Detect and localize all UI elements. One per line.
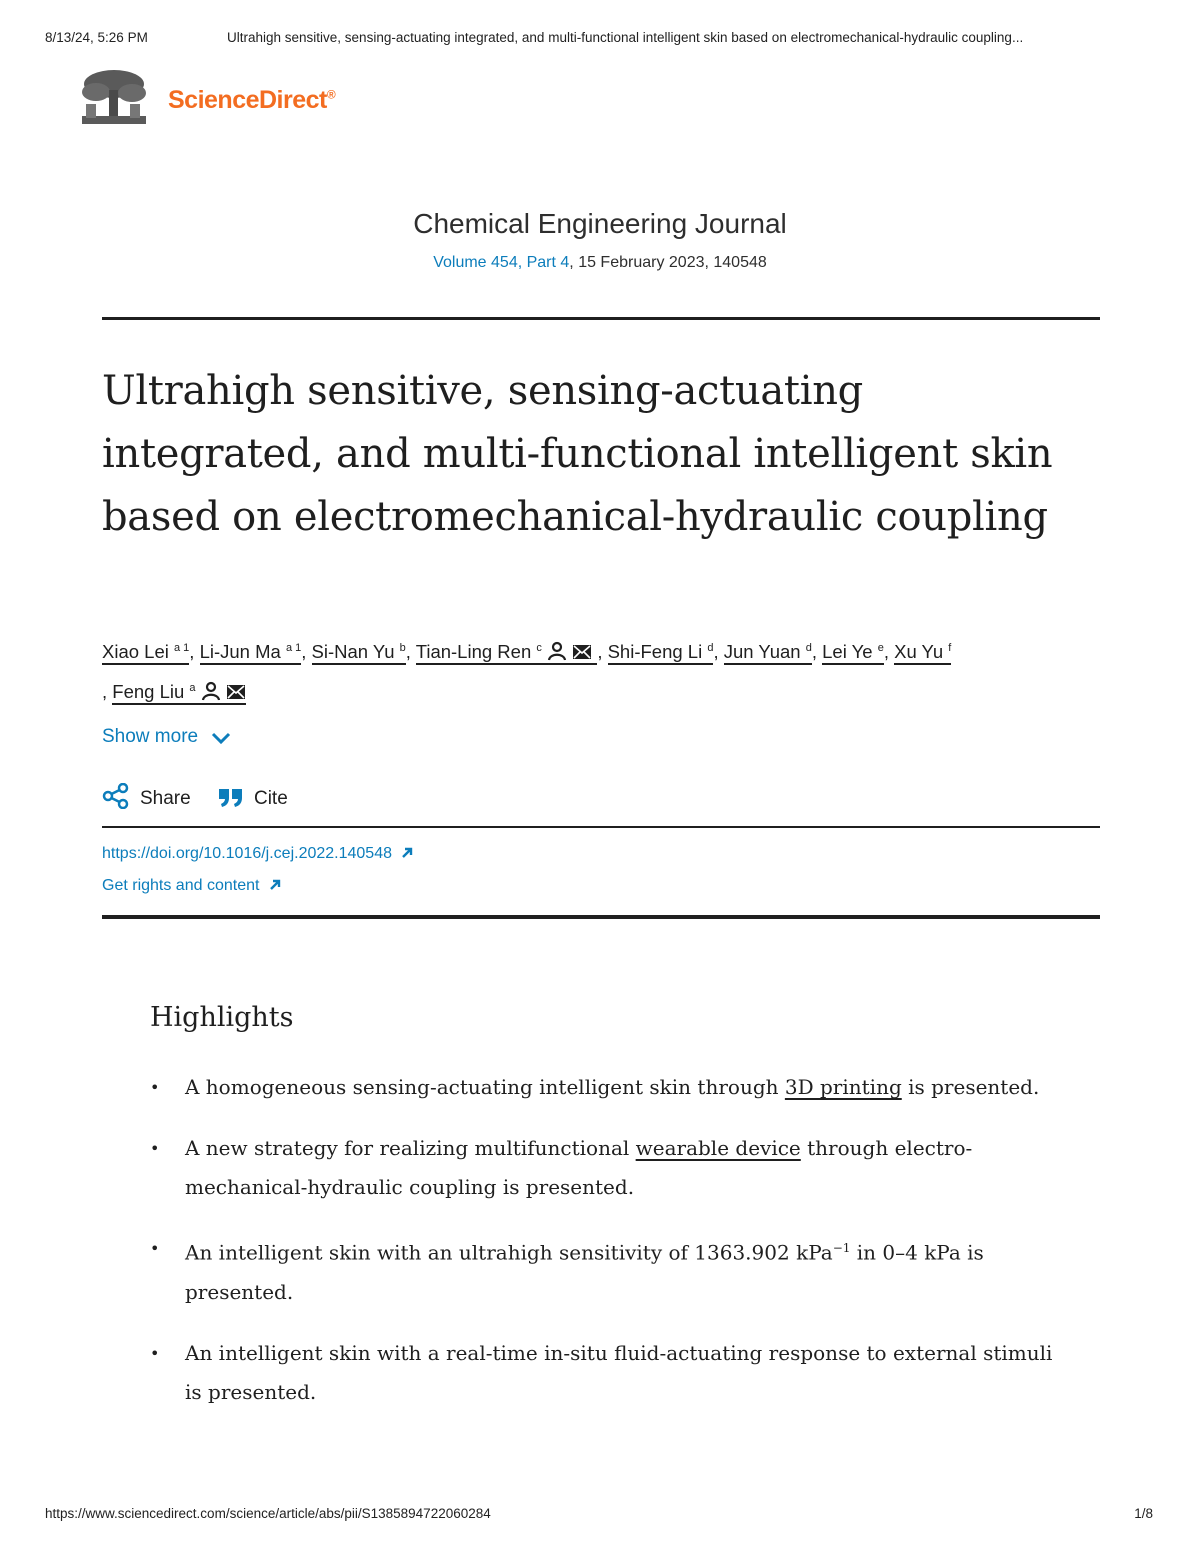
elsevier-tree-logo[interactable] <box>78 66 150 128</box>
envelope-icon <box>226 683 246 701</box>
print-footer <box>45 1506 1155 1521</box>
journal-name[interactable]: Chemical Engineering Journal <box>413 208 787 239</box>
volume-link[interactable]: Volume 454, Part 4 <box>433 254 570 271</box>
author-link[interactable]: Xu Yu $^f$ <box>894 641 951 665</box>
rights-link[interactable] <box>102 877 281 895</box>
topic-link[interactable]: wearable device <box>635 1136 801 1160</box>
highlights-list <box>150 1068 1070 1434</box>
divider <box>102 915 1100 919</box>
doi-link[interactable] <box>102 845 413 863</box>
person-icon <box>547 641 567 661</box>
print-url: https://www.sciencedirect.com/science/article/abs/pii/S1385894722060284 <box>45 1506 491 1521</box>
envelope-icon <box>572 643 592 661</box>
article-actions <box>102 783 310 810</box>
topic-link[interactable]: 3D printing <box>784 1075 902 1099</box>
external-link-arrow-icon <box>269 879 281 891</box>
quote-icon <box>218 787 244 809</box>
print-datetime: 8/13/24, 5:26 PM <box>45 30 148 45</box>
article-title: Ultrahigh sensitive, sensing-actuating integrated, and multi-functional intelligent skin based on electromechanical-hydraulic coupling <box>102 368 1053 540</box>
highlights-heading: Highlights <box>150 1002 294 1033</box>
share-button[interactable] <box>102 783 191 810</box>
highlight-item: • A new strategy for realizing multifunctional wearable device through electro-mechanical-hydraulic coupling is presented. <box>150 1129 1070 1207</box>
sciencedirect-brand[interactable]: ScienceDirect® <box>168 86 336 114</box>
author-link[interactable]: Shi-Feng Li $^d$ <box>608 641 714 665</box>
cite-button[interactable] <box>218 787 288 810</box>
external-link-arrow-icon <box>401 847 413 859</box>
divider <box>102 826 1100 828</box>
page-number: 1/8 <box>1134 1506 1153 1521</box>
author-link[interactable]: Jun Yuan $^d$ <box>724 641 812 665</box>
print-header <box>45 30 1155 50</box>
chevron-down-icon <box>211 731 231 745</box>
divider <box>102 317 1100 320</box>
highlight-item: • An intelligent skin with an ultrahigh sensitivity of 1363.902 kPa$^{-1}$ in 0–4 kPa is presented. <box>150 1229 1070 1312</box>
highlight-item: • A homogeneous sensing-actuating intelligent skin through 3D printing is presented. <box>150 1068 1070 1107</box>
author-list: Xiao Lei $^{a 1}$, Li-Jun Ma $^{a 1}$, Si-Nan Yu $^b$, Tian-Ling Ren $^c$ , Shi-Feng Li $^d$, Jun Yuan $^d$, Lei Ye $^e$, Xu Yu $^f$ , Feng Liu $^a$ <box>102 630 1102 710</box>
show-more-button[interactable] <box>102 726 231 748</box>
print-page-title: Ultrahigh sensitive, sensing-actuating integrated, and multi-functional intelligent skin based on electromechanical-hydraulic coupling... <box>227 30 1024 45</box>
cite-label: Cite <box>253 788 288 809</box>
author-link[interactable]: Feng Liu $^a$ <box>112 681 246 705</box>
volume-date: , 15 February 2023, 140548 <box>569 254 767 271</box>
show-more-label: Show more <box>102 726 199 747</box>
person-icon <box>201 681 221 701</box>
doi-text: https://doi.org/10.1016/j.cej.2022.140548 <box>102 845 392 862</box>
author-link[interactable]: Si-Nan Yu $^b$ <box>312 641 406 665</box>
author-link[interactable]: Xiao Lei $^{a 1}$ <box>102 641 189 665</box>
rights-text: Get rights and content <box>102 877 260 894</box>
highlight-item: • An intelligent skin with a real-time in-situ fluid-actuating response to external stimuli is presented. <box>150 1334 1070 1412</box>
share-icon <box>102 783 130 809</box>
author-link[interactable]: Lei Ye $^e$ <box>822 641 884 665</box>
journal-volume <box>0 254 1200 272</box>
author-link[interactable]: Li-Jun Ma $^{a 1}$ <box>200 641 302 665</box>
author-link[interactable]: Tian-Ling Ren $^c$ <box>416 641 598 665</box>
share-label: Share <box>140 788 191 809</box>
